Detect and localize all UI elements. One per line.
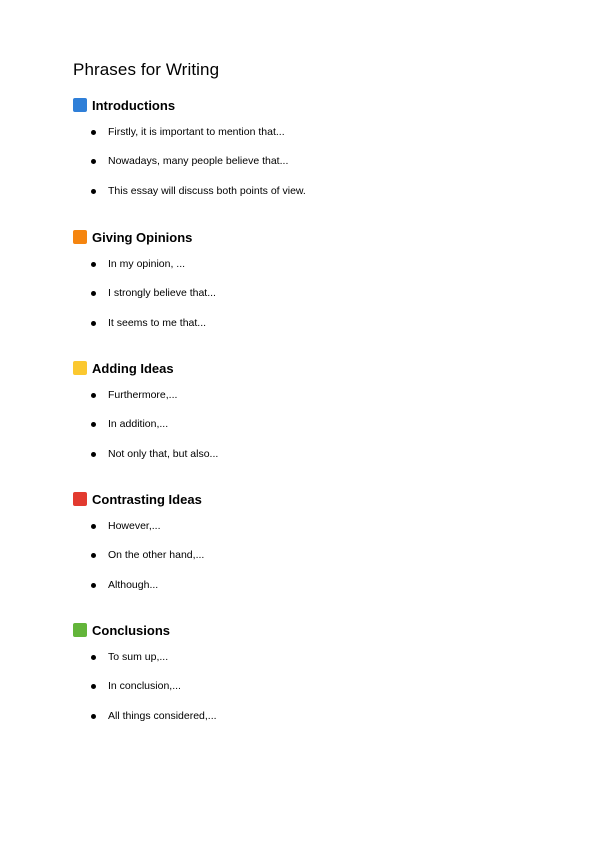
list-item: In my opinion, ...	[73, 258, 553, 287]
bullet-icon	[91, 553, 96, 558]
bullet-icon	[91, 452, 96, 457]
blue-square-icon	[73, 98, 87, 112]
yellow-square-icon	[73, 361, 87, 375]
section-heading	[73, 360, 174, 376]
list-item: Furthermore,...	[73, 389, 553, 418]
bullet-icon	[91, 422, 96, 427]
section-heading-label: Adding Ideas	[92, 360, 174, 376]
phrase-list	[73, 126, 553, 214]
bullet-icon	[91, 655, 96, 660]
bullet-icon	[91, 291, 96, 296]
section-heading	[73, 622, 170, 638]
phrase-list	[73, 258, 553, 346]
red-square-icon	[73, 492, 87, 506]
bullet-icon	[91, 714, 96, 719]
bullet-icon	[91, 583, 96, 588]
list-item: On the other hand,...	[73, 549, 553, 578]
bullet-icon	[91, 159, 96, 164]
list-item: Although...	[73, 579, 553, 608]
green-square-icon	[73, 623, 87, 637]
list-item: It seems to me that...	[73, 317, 553, 346]
orange-square-icon	[73, 230, 87, 244]
section-heading-label: Giving Opinions	[92, 229, 193, 245]
section-heading	[73, 491, 202, 507]
list-item: However,...	[73, 520, 553, 549]
list-item: I strongly believe that...	[73, 287, 553, 316]
bullet-icon	[91, 393, 96, 398]
list-item: Nowadays, many people believe that...	[73, 155, 553, 184]
list-item: In conclusion,...	[73, 680, 553, 709]
list-item: To sum up,...	[73, 651, 553, 680]
bullet-icon	[91, 684, 96, 689]
bullet-icon	[91, 189, 96, 194]
bullet-icon	[91, 524, 96, 529]
list-item: Not only that, but also...	[73, 448, 553, 477]
list-item: In addition,...	[73, 418, 553, 447]
phrase-list	[73, 389, 553, 477]
section-heading	[73, 97, 175, 113]
section-heading	[73, 229, 192, 245]
phrase-list	[73, 651, 553, 739]
section-heading-label: Conclusions	[92, 622, 171, 638]
bullet-icon	[91, 321, 96, 326]
page-title: Phrases for Writing	[73, 60, 220, 79]
bullet-icon	[91, 262, 96, 267]
list-item: Firstly, it is important to mention that...	[73, 126, 553, 155]
list-item: All things considered,...	[73, 710, 553, 739]
list-item: This essay will discuss both points of view.	[73, 185, 553, 214]
bullet-icon	[91, 130, 96, 135]
section-heading-label: Introductions	[92, 97, 176, 113]
phrase-list	[73, 520, 553, 608]
section-heading-label: Contrasting Ideas	[92, 491, 202, 507]
